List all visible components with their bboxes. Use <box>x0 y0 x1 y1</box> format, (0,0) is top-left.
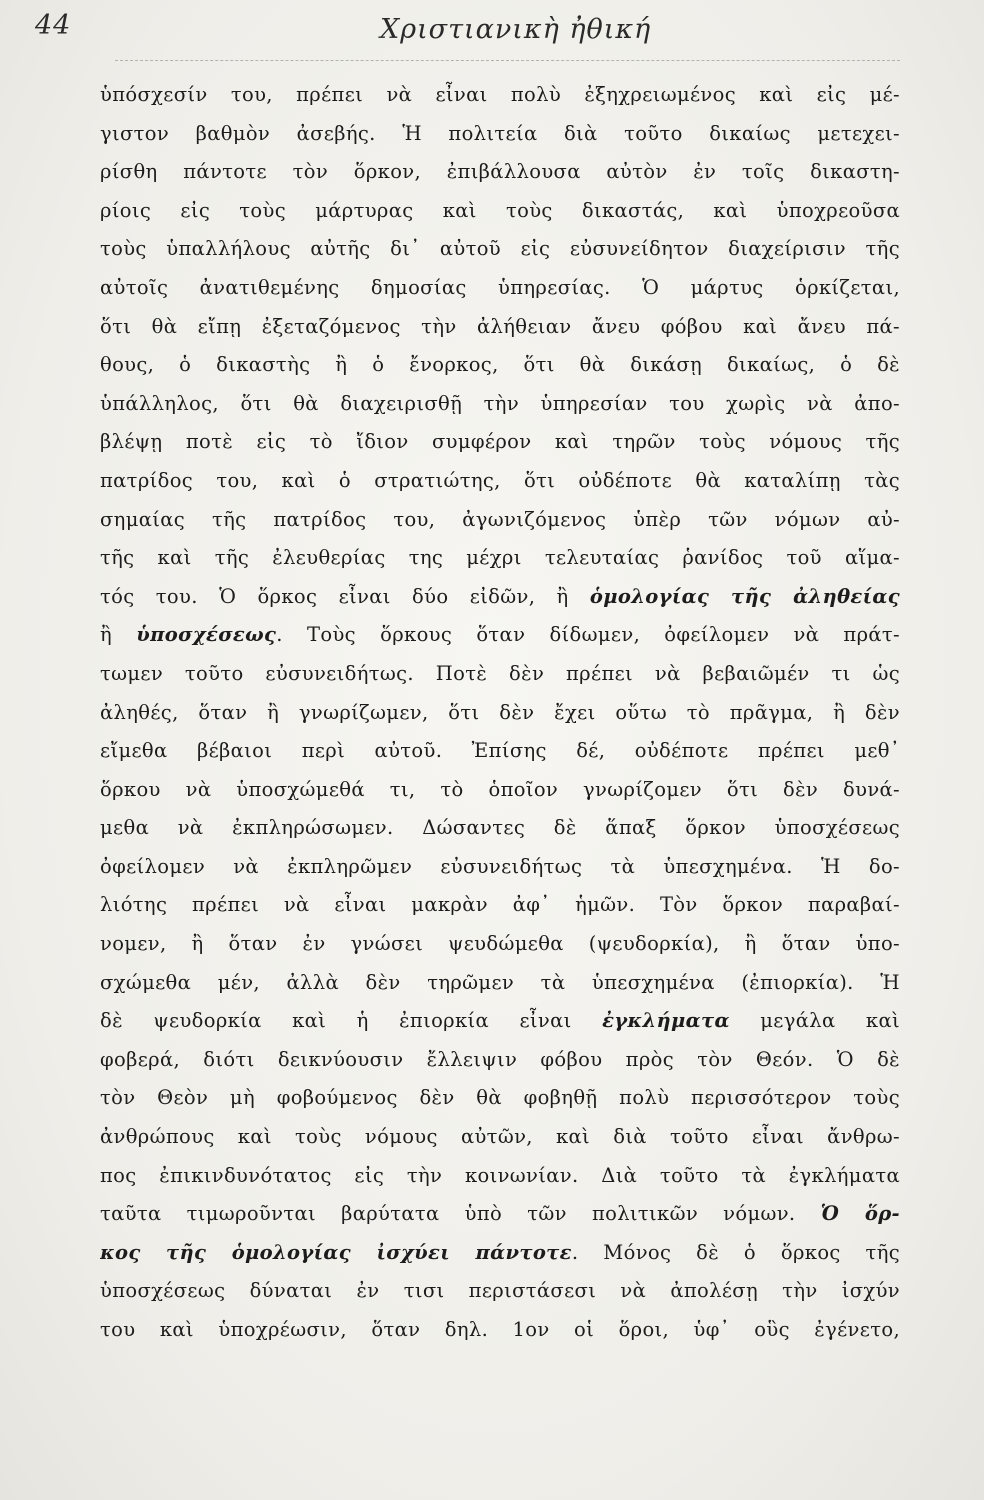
text-line <box>100 1311 900 1350</box>
text-run: νομεν, ἢ ὅταν ἐν γνώσει ψευδώμεθα (ψευδορκία), ἢ ὅταν ὑπο- <box>100 932 900 956</box>
text-line <box>100 771 900 810</box>
text-run: λιότης πρέπει νὰ εἶναι μακρὰν ἀφ᾽ ἡμῶν. Τὸν ὅρκον παραβαί- <box>100 893 900 917</box>
text-run: θους, ὁ δικαστὴς ἢ ὁ ἔνορκος, ὅτι θὰ δικάσῃ δικαίως, ὁ δὲ <box>100 353 900 377</box>
body-text <box>100 76 900 1350</box>
emphasized-term: ὑποσχέσεως <box>136 623 277 647</box>
text-line <box>100 616 900 655</box>
text-run: ρίσθη πάντοτε τὸν ὅρκον, ἐπιβάλλουσα αὐτὸν ἐν τοῖς δικαστη- <box>100 160 900 184</box>
text-run: ὅρκου νὰ ὑποσχώμεθά τι, τὸ ὁποῖον γνωρίζομεν ὅτι δὲν δυνά- <box>100 777 900 801</box>
text-line <box>100 1272 900 1311</box>
text-run: ἀληθές, ὅταν ἢ γνωρίζωμεν, ὅτι δὲν ἔχει οὕτω τὸ πρᾶγμα, ἢ δὲν <box>100 700 900 724</box>
text-run: ὑπάλληλος, ὅτι θὰ διαχειρισθῇ τὴν ὑπηρεσίαν του χωρὶς νὰ ἀπο- <box>100 391 900 415</box>
emphasized-term: ἐγκλήματα <box>602 1009 730 1033</box>
text-line <box>100 1079 900 1118</box>
text-run: μεθα νὰ ἐκπληρώσωμεν. Δώσαντες δὲ ἅπαξ ὅρκον ὑποσχέσεως <box>100 816 900 840</box>
text-run: ρίοις εἰς τοὺς μάρτυρας καὶ τοὺς δικαστάς, καὶ ὑποχρεοῦσα <box>100 198 900 222</box>
text-run: πατρίδος του, καὶ ὁ στρατιώτης, ὅτι οὐδέποτε θὰ καταλίπῃ τὰς <box>100 468 900 492</box>
text-line <box>100 192 900 231</box>
text-line <box>100 423 900 462</box>
text-line <box>100 886 900 925</box>
text-run: βλέψῃ ποτὲ εἰς τὸ ἴδιον συμφέρον καὶ τηρῶν τοὺς νόμους τῆς <box>100 430 900 454</box>
text-run: αὐτοῖς ἀνατιθεμένης δημοσίας ὑπηρεσίας. Ὁ μάρτυς ὁρκίζεται, <box>100 275 900 299</box>
text-line <box>100 539 900 578</box>
text-run: ταῦτα τιμωροῦνται βαρύτατα ὑπὸ τῶν πολιτικῶν νόμων. <box>100 1202 821 1226</box>
text-run: ὑπόσχεσίν του, πρέπει νὰ εἶναι πολὺ ἐξηχρειωμένος καὶ εἰς μέ- <box>100 83 900 106</box>
header-rule <box>115 60 900 61</box>
page-number: 44 <box>35 10 72 41</box>
text-run: ὀφείλομεν νὰ ἐκπληρῶμεν εὐσυνειδήτως τὰ ὑπεσχημένα. Ἡ δο- <box>100 854 900 878</box>
text-line <box>100 694 900 733</box>
text-line <box>100 308 900 347</box>
text-run: ἢ <box>100 623 137 647</box>
text-run: τῆς καὶ τῆς ἐλευθερίας της μέχρι τελευταίας ῥανίδος τοῦ αἵμα- <box>100 546 900 570</box>
text-line <box>100 269 900 308</box>
page-header <box>0 0 984 70</box>
running-title: Χριστιανικὴ ἠθική <box>380 14 652 45</box>
emphasized-term: κος τῆς ὁμολογίας ἰσχύει πάντοτε <box>100 1240 572 1264</box>
text-line <box>100 925 900 964</box>
text-line <box>100 655 900 694</box>
text-run: του καὶ ὑποχρέωσιν, ὅταν δηλ. 1ον οἱ ὅροι, ὑφ᾽ οὓς ἐγένετο, <box>100 1318 900 1341</box>
text-line <box>100 153 900 192</box>
text-run: ἀνθρώπους καὶ τοὺς νόμους αὐτῶν, καὶ διὰ τοῦτο εἶναι ἄνθρω- <box>100 1125 900 1149</box>
text-line <box>100 76 900 115</box>
emphasized-term: ὁμολογίας τῆς ἀληθείας <box>589 584 900 608</box>
text-line <box>100 385 900 424</box>
text-run: δὲ ψευδορκία καὶ ἡ ἐπιορκία εἶναι <box>100 1009 603 1033</box>
text-run: τὸν Θεὸν μὴ φοβούμενος δὲν θὰ φοβηθῇ πολὺ περισσότερον τοὺς <box>100 1086 900 1110</box>
text-run: τοὺς ὑπαλλήλους αὐτῆς δι᾽ αὐτοῦ εἰς εὐσυνείδητον διαχείρισιν τῆς <box>100 237 900 261</box>
text-run: σημαίας τῆς πατρίδος του, ἀγωνιζόμενος ὑπὲρ τῶν νόμων αὐ- <box>100 507 900 531</box>
text-line <box>100 462 900 501</box>
text-run: μεγάλα καὶ <box>729 1009 900 1033</box>
text-line <box>100 501 900 540</box>
text-run: γιστον βαθμὸν ἀσεβής. Ἡ πολιτεία διὰ τοῦτο δικαίως μετεχει- <box>100 121 900 145</box>
emphasized-term: Ὁ ὅρ- <box>820 1202 900 1226</box>
text-line <box>100 230 900 269</box>
text-run: . Τοὺς ὅρκους ὅταν δίδωμεν, ὀφείλομεν νὰ πράτ- <box>276 623 900 647</box>
text-line <box>100 346 900 385</box>
text-line <box>100 115 900 154</box>
text-line <box>100 809 900 848</box>
text-run: ὑποσχέσεως δύναται ἐν τισι περιστάσεσι νὰ ἀπολέσῃ τὴν ἰσχύν <box>100 1279 900 1303</box>
text-line <box>100 578 900 617</box>
text-line <box>100 1157 900 1196</box>
text-line <box>100 1234 900 1273</box>
text-line <box>100 848 900 887</box>
text-run: φοβερά, διότι δεικνύουσιν ἔλλειψιν φόβου πρὸς τὸν Θεόν. Ὁ δὲ <box>100 1047 900 1071</box>
text-line <box>100 1195 900 1234</box>
text-run: τωμεν τοῦτο εὐσυνειδήτως. Ποτὲ δὲν πρέπει νὰ βεβαιῶμέν τι ὡς <box>100 661 900 685</box>
text-run: τός του. Ὁ ὅρκος εἶναι δύο εἰδῶν, ἢ <box>100 584 590 608</box>
text-run: . Μόνος δὲ ὁ ὅρκος τῆς <box>571 1240 900 1264</box>
text-line <box>100 964 900 1003</box>
text-line <box>100 732 900 771</box>
text-run: σχώμεθα μέν, ἀλλὰ δὲν τηρῶμεν τὰ ὑπεσχημένα (ἐπιορκία). Ἡ <box>100 970 900 994</box>
text-run: ὅτι θὰ εἴπῃ ἐξεταζόμενος τὴν ἀλήθειαν ἄνευ φόβου καὶ ἄνευ πά- <box>100 314 900 338</box>
text-run: πος ἐπικινδυνότατος εἰς τὴν κοινωνίαν. Διὰ τοῦτο τὰ ἐγκλήματα <box>100 1163 900 1187</box>
text-run: εἴμεθα βέβαιοι περὶ αὐτοῦ. Ἐπίσης δέ, οὐδέποτε πρέπει μεθ᾽ <box>100 739 900 763</box>
text-line <box>100 1118 900 1157</box>
text-line <box>100 1041 900 1080</box>
text-line <box>100 1002 900 1041</box>
